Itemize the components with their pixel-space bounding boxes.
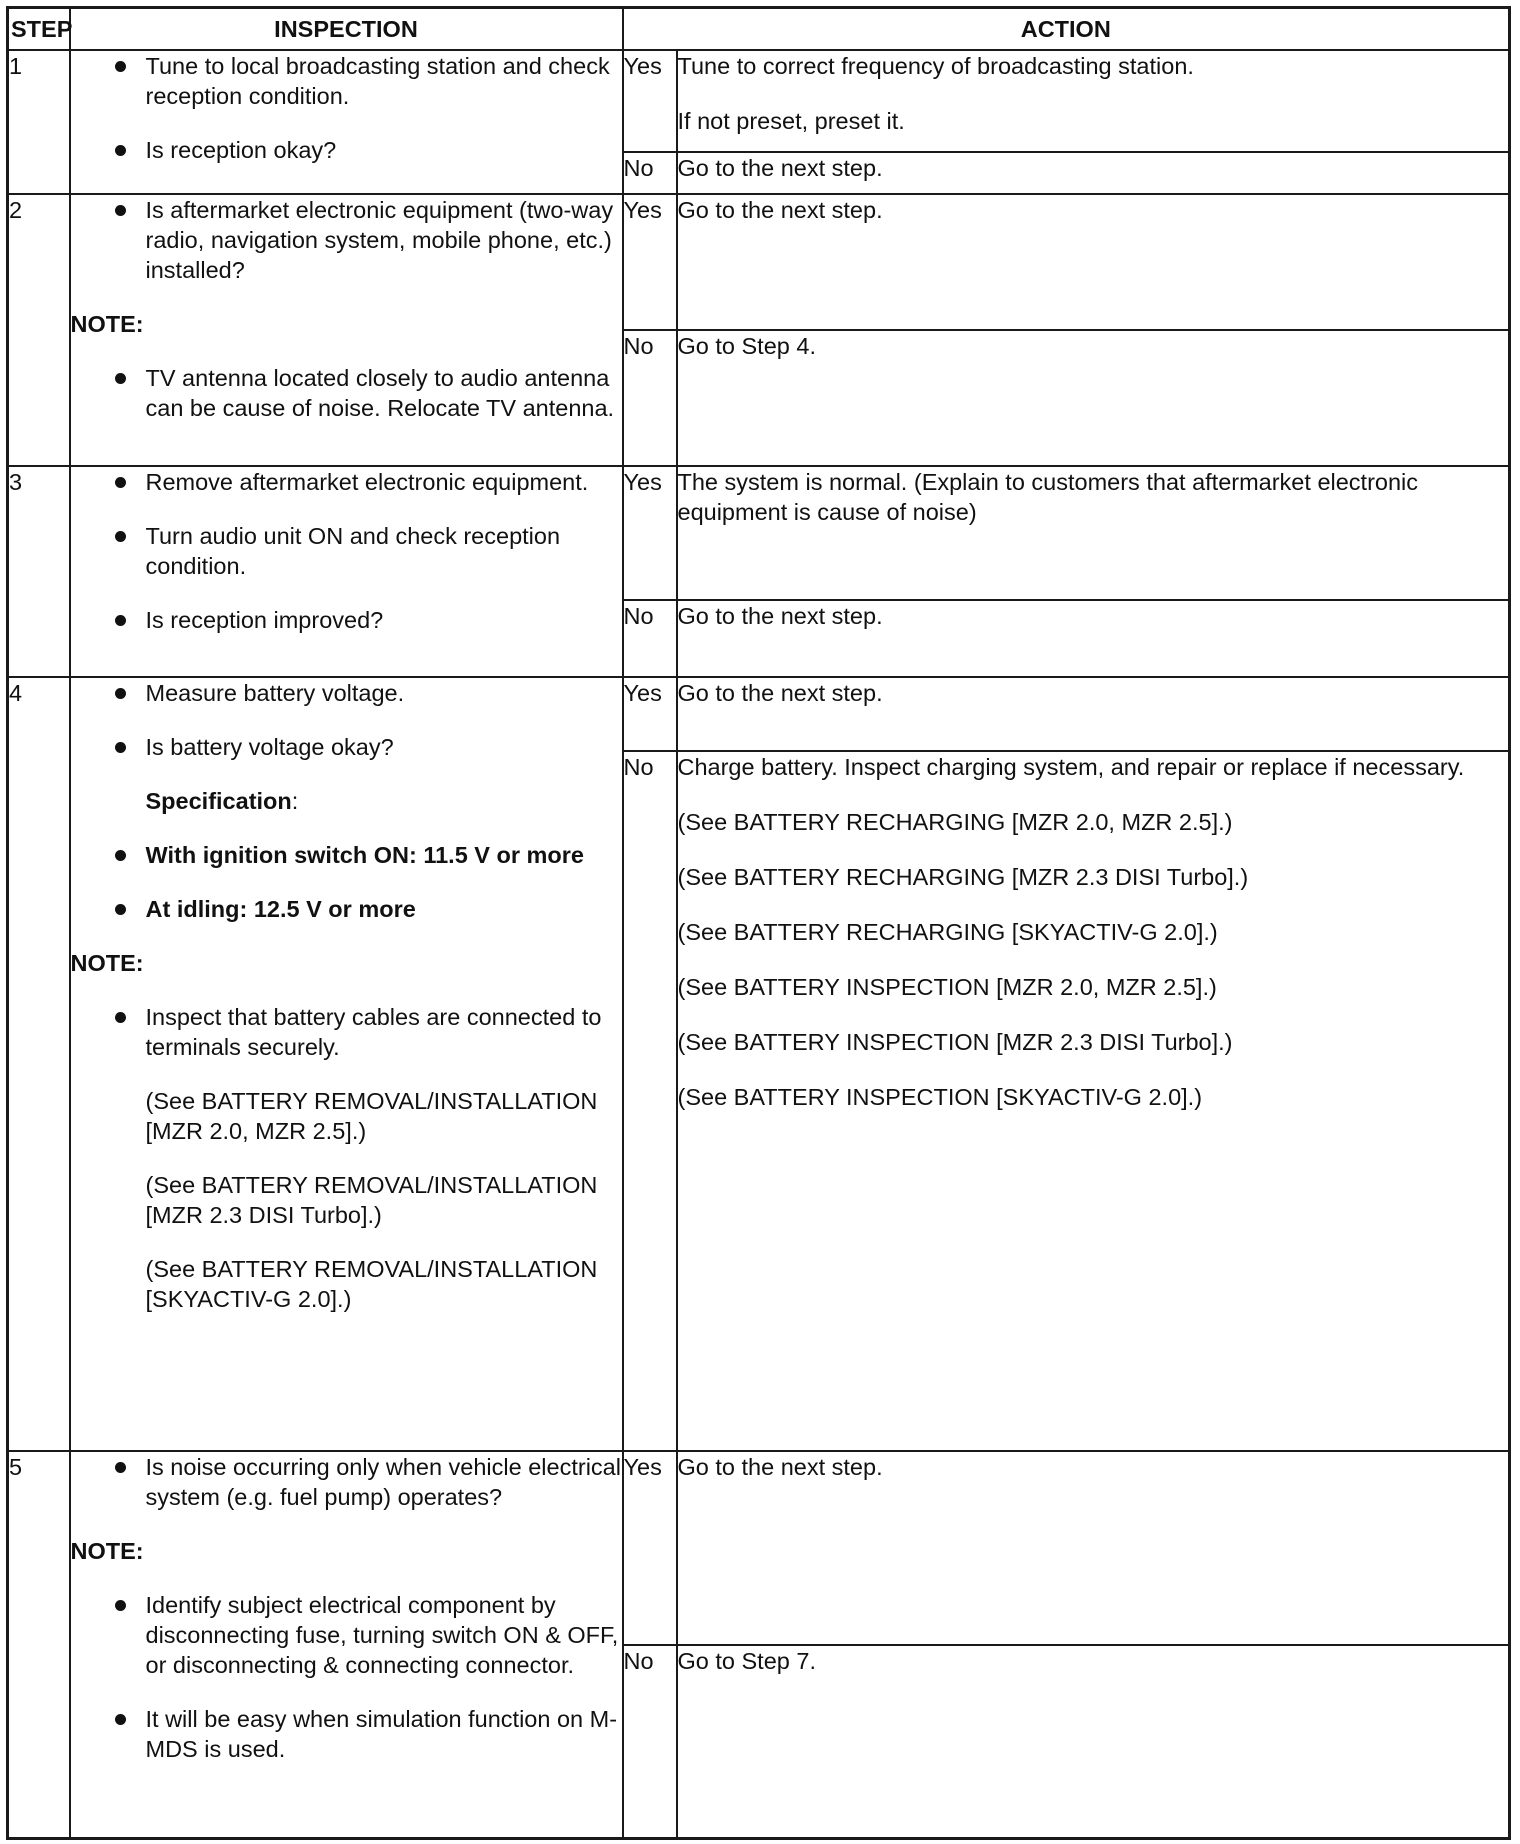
inspection-cell bbox=[70, 1451, 623, 1838]
no-action bbox=[677, 152, 1510, 194]
inspection-bullet: Turn audio unit ON and check reception condition. bbox=[71, 521, 622, 581]
reference-text: (See BATTERY REMOVAL/INSTALLATION [MZR 2.3 DISI Turbo].) bbox=[145, 1172, 598, 1229]
table-row bbox=[8, 50, 1510, 152]
table-row bbox=[8, 194, 1510, 330]
action-text: (See BATTERY RECHARGING [SKYACTIV-G 2.0].) bbox=[677, 919, 1218, 946]
action-text: Go to the next step. bbox=[677, 680, 883, 707]
inspection-bullet: It will be easy when simulation function on M-MDS is used. bbox=[71, 1704, 622, 1764]
step-number: 2 bbox=[8, 194, 70, 466]
no-action bbox=[677, 600, 1510, 677]
action-text: (See BATTERY RECHARGING [MZR 2.3 DISI Turbo].) bbox=[677, 864, 1249, 891]
no-action bbox=[677, 1645, 1510, 1839]
yes-action bbox=[677, 466, 1510, 600]
table-body bbox=[8, 50, 1510, 1839]
no-action bbox=[677, 330, 1510, 466]
note-label: NOTE: bbox=[70, 311, 144, 338]
inspection-cell bbox=[70, 50, 623, 194]
inspection-bullet: Remove aftermarket electronic equipment. bbox=[71, 467, 622, 497]
yes-label: Yes bbox=[623, 677, 677, 751]
yes-action bbox=[677, 50, 1510, 152]
inspection-bullet: Measure battery voltage. bbox=[71, 678, 622, 708]
reference-text: (See BATTERY REMOVAL/INSTALLATION [MZR 2.0, MZR 2.5].) bbox=[145, 1088, 598, 1145]
inspection-bullet: Inspect that battery cables are connected to terminals securely. bbox=[71, 1002, 622, 1062]
note-label: NOTE: bbox=[70, 950, 144, 977]
action-text: Go to the next step. bbox=[677, 155, 883, 182]
step-number: 4 bbox=[8, 677, 70, 1451]
inspection-bullet: TV antenna located closely to audio antenna can be cause of noise. Relocate TV antenna. bbox=[71, 363, 622, 423]
action-text: Go to Step 7. bbox=[677, 1647, 816, 1674]
inspection-bullet: Is noise occurring only when vehicle electrical system (e.g. fuel pump) operates? bbox=[71, 1452, 622, 1512]
header-row bbox=[8, 8, 1510, 51]
inspection-bullet: Is reception improved? bbox=[71, 605, 622, 635]
no-label: No bbox=[623, 751, 677, 1451]
action-text: Tune to correct frequency of broadcasting station. bbox=[677, 53, 1194, 79]
step-number: 5 bbox=[8, 1451, 70, 1838]
specification-title: Specification bbox=[145, 788, 292, 815]
note-label: NOTE: bbox=[70, 1538, 144, 1565]
inspection-bullet: Is reception okay? bbox=[71, 135, 622, 165]
no-action bbox=[677, 751, 1510, 1451]
yes-label: Yes bbox=[623, 50, 677, 152]
action-text: The system is normal. (Explain to customers that aftermarket electronic equipment is cause of noise) bbox=[677, 469, 1419, 526]
action-header: ACTION bbox=[623, 8, 1510, 51]
action-text: Charge battery. Inspect charging system, and repair or replace if necessary. bbox=[677, 754, 1465, 781]
action-text: (See BATTERY INSPECTION [MZR 2.3 DISI Turbo].) bbox=[677, 1029, 1233, 1056]
table-row bbox=[8, 1451, 1510, 1645]
reference-text: (See BATTERY REMOVAL/INSTALLATION [SKYACTIV-G 2.0].) bbox=[145, 1256, 598, 1313]
yes-label: Yes bbox=[623, 194, 677, 330]
no-label: No bbox=[623, 330, 677, 466]
step-header: STEP bbox=[8, 8, 70, 51]
action-text: (See BATTERY INSPECTION [MZR 2.0, MZR 2.5].) bbox=[677, 974, 1217, 1001]
action-text: If not preset, preset it. bbox=[677, 108, 905, 134]
table-row bbox=[8, 677, 1510, 751]
yes-action bbox=[677, 677, 1510, 751]
yes-action bbox=[677, 194, 1510, 330]
table-row bbox=[8, 466, 1510, 600]
yes-action bbox=[677, 1451, 1510, 1645]
action-text: Go to Step 4. bbox=[677, 333, 816, 360]
step-number: 1 bbox=[8, 50, 70, 194]
action-text: (See BATTERY INSPECTION [SKYACTIV-G 2.0].) bbox=[677, 1084, 1203, 1111]
spec-bullet: At idling: 12.5 V or more bbox=[71, 894, 622, 924]
inspection-bullet: Is battery voltage okay? bbox=[71, 732, 622, 762]
specification-label: Specification: bbox=[145, 788, 299, 815]
no-label: No bbox=[623, 600, 677, 677]
yes-label: Yes bbox=[623, 1451, 677, 1645]
inspection-bullet: Is aftermarket electronic equipment (two-way radio, navigation system, mobile phone, etc.) installed? bbox=[71, 195, 622, 285]
action-text: Go to the next step. bbox=[677, 197, 883, 224]
no-label: No bbox=[623, 1645, 677, 1839]
action-text: Go to the next step. bbox=[677, 1454, 883, 1481]
troubleshooting-table bbox=[6, 6, 1511, 1840]
spec-bullet: With ignition switch ON: 11.5 V or more bbox=[71, 840, 622, 870]
yes-label: Yes bbox=[623, 466, 677, 600]
no-label: No bbox=[623, 152, 677, 194]
inspection-bullet: Tune to local broadcasting station and check reception condition. bbox=[71, 51, 622, 111]
inspection-cell bbox=[70, 677, 623, 1451]
step-number: 3 bbox=[8, 466, 70, 677]
inspection-header: INSPECTION bbox=[70, 8, 623, 51]
inspection-bullet: Identify subject electrical component by disconnecting fuse, turning switch ON & OFF, or disconnecting & connecting connector. bbox=[71, 1590, 622, 1680]
action-text: (See BATTERY RECHARGING [MZR 2.0, MZR 2.5].) bbox=[677, 809, 1233, 836]
action-text: Go to the next step. bbox=[677, 603, 883, 629]
inspection-cell bbox=[70, 466, 623, 677]
inspection-cell bbox=[70, 194, 623, 466]
